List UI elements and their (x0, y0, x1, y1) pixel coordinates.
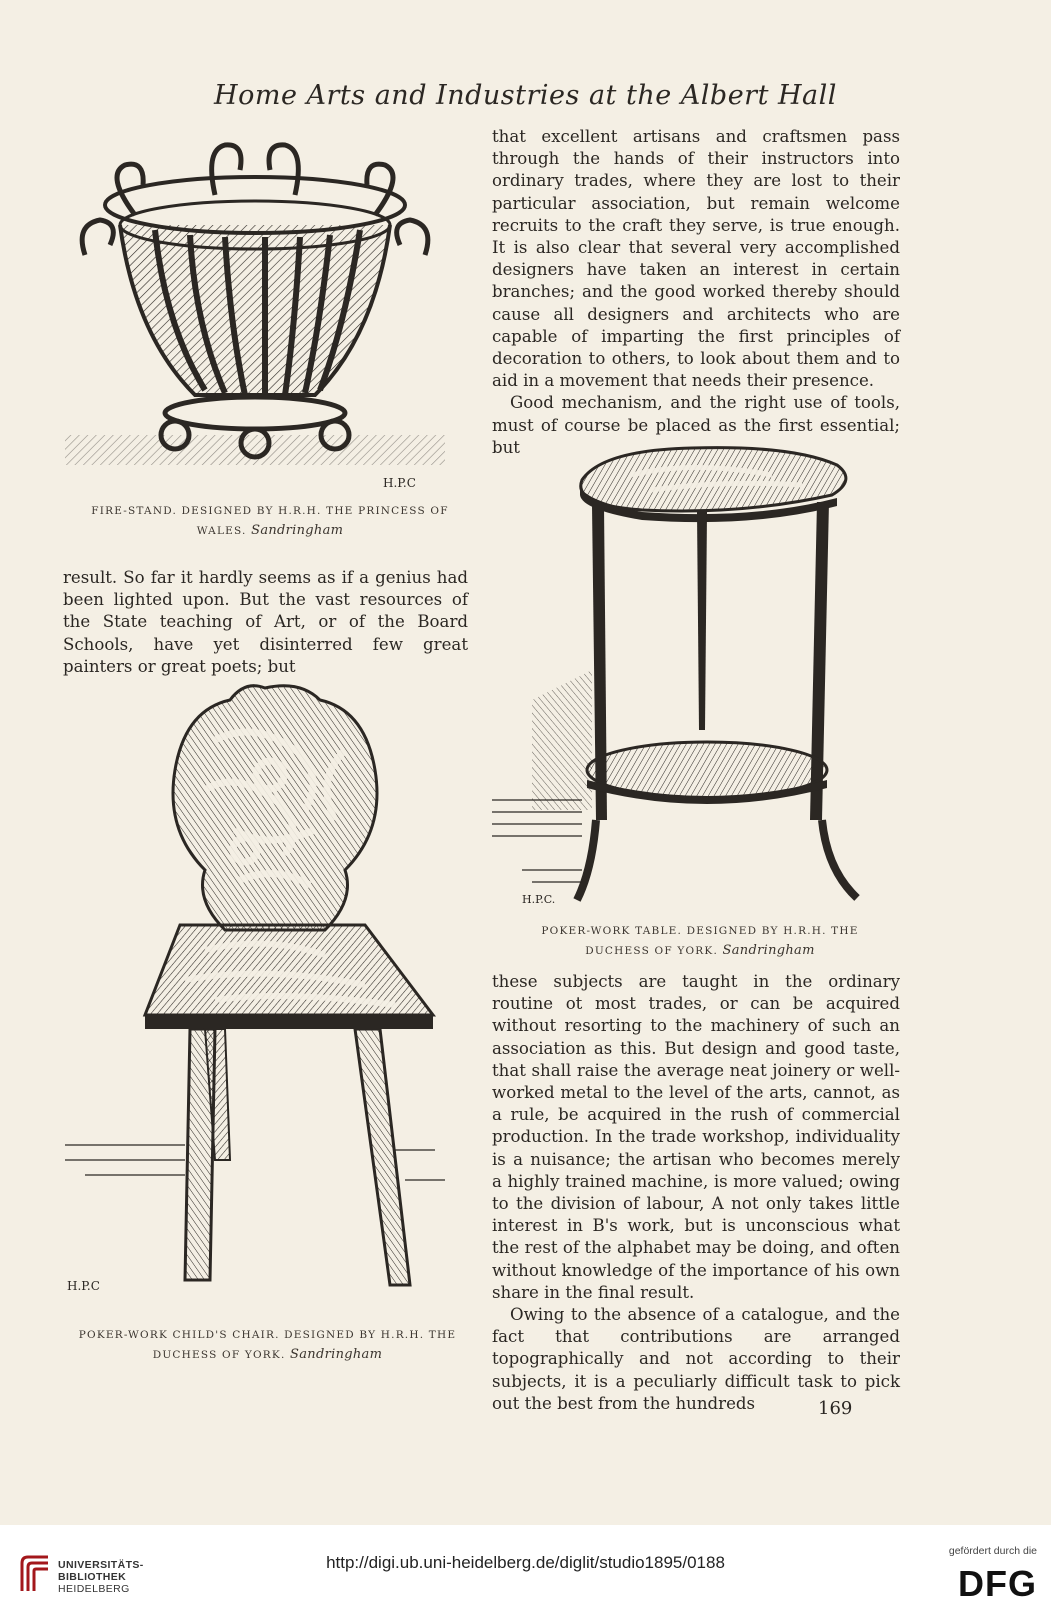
dfg-logo: DFG (958, 1563, 1037, 1604)
fire-stand-monogram: H.P.C (383, 476, 416, 490)
paragraph: these subjects are taught in the ordinary routine ot most trades, or can be acquired without resorting to the machinery of such an association as this. But design and good taste, that shall raise the average neat joinery or well-worked metal to the level of the arts, cannot, as a rule, be acquired in the rush of commercial production. In the trade workshop, individuality is a nuisance; the artisan who becomes merely a highly trained machine, is more valued; owing to the division of labour, A not only takes little interest in B's work, but is unconscious what the rest of the alphabet may be doing, and often without knowledge of the importance of his own share in the final result. (492, 972, 900, 1302)
library-line: BIBLIOTHEK (58, 1571, 127, 1583)
running-title: Home Arts and Industries at the Albert Hall (214, 80, 837, 111)
poker-table-caption-place: Sandringham (722, 943, 815, 958)
child-chair-monogram: H.P.C (67, 1279, 100, 1293)
right-column-top-text (492, 126, 900, 459)
fire-stand-caption (70, 502, 470, 541)
poker-table-caption (510, 922, 890, 961)
digitization-footer (0, 1525, 1051, 1617)
child-chair-illustration (65, 680, 455, 1315)
child-chair-caption-place: Sandringham (290, 1347, 383, 1362)
funding-label: gefördert durch die (948, 1545, 1037, 1557)
permalink-url[interactable]: http://digi.ub.uni-heidelberg.de/diglit/studio1895/0188 (326, 1553, 725, 1572)
library-line: UNIVERSITÄTS- (58, 1559, 144, 1571)
page-number: 169 (818, 1398, 853, 1419)
poker-table-illustration (492, 440, 902, 920)
paragraph: result. So far it hardly seems as if a genius had been lighted upon. But the vast resources of the State teaching of Art, or of the Board Schools, have yet disinterred few great painters or great poets; but (63, 568, 468, 676)
child-chair-caption (60, 1326, 475, 1365)
left-column-text (63, 567, 468, 678)
paragraph: that excellent artisans and craftsmen pass through the hands of their instructors into ordinary trades, where they are lost to their particular association, but remain welcome recruits to the craft they serve, is true enough. It is also clear that several very accomplished designers have taken an interest in certain branches; and the good worked thereby should cause all designers and architects who are capable of imparting the first principles of decoration to others, to look about them and to aid in a movement that needs their presence. (492, 127, 900, 391)
fire-stand-illustration (65, 135, 445, 495)
paragraph: Owing to the absence of a catalogue, and the fact that contributions are arranged topographically and not according to their subjects, it is a peculiarly difficult task to pick out the best from the hundreds (492, 1305, 900, 1413)
fire-stand-caption-text: FIRE-STAND. DESIGNED BY H.R.H. THE PRINCESS OF WALES. (91, 505, 449, 537)
poker-table-caption-text: POKER-WORK TABLE. DESIGNED BY H.R.H. THE DUCHESS OF YORK. (541, 925, 859, 957)
library-line: HEIDELBERG (58, 1583, 130, 1595)
child-chair-caption-text: POKER-WORK CHILD'S CHAIR. DESIGNED BY H.R.H. THE DUCHESS OF YORK. (78, 1329, 457, 1361)
poker-table-monogram: H.P.C. (522, 893, 556, 906)
right-column-bottom-text (492, 971, 900, 1415)
fire-stand-caption-place: Sandringham (251, 523, 344, 538)
paragraph: Good mechanism, and the right use of tools, must of course be placed as the first essential; but (492, 393, 900, 457)
